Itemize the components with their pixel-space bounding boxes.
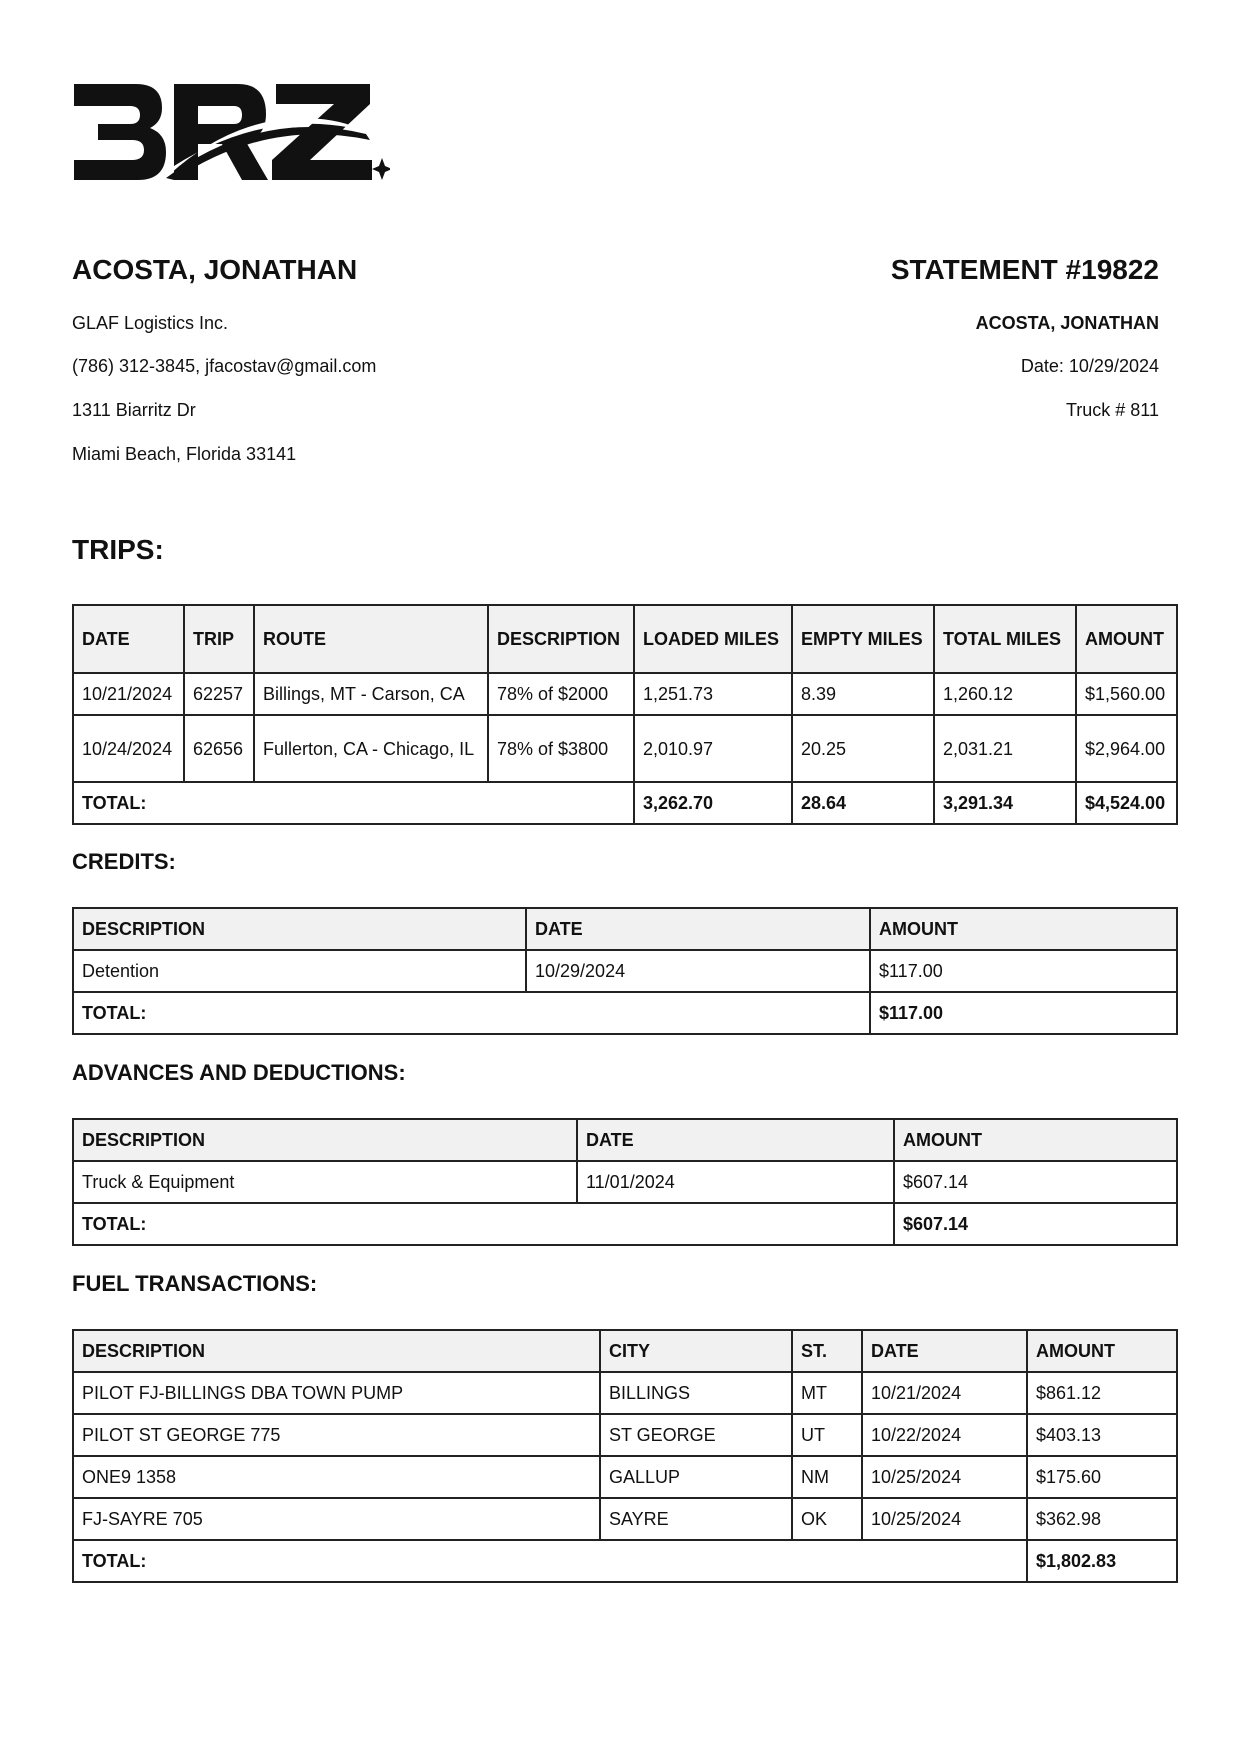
- table-cell: $1,560.00: [1076, 673, 1177, 715]
- table-row: [73, 1498, 1177, 1540]
- table-row: [73, 1414, 1177, 1456]
- table-cell: $175.60: [1027, 1456, 1177, 1498]
- table-cell: 62257: [184, 673, 254, 715]
- table-cell: 1,251.73: [634, 673, 792, 715]
- table-cell: $362.98: [1027, 1498, 1177, 1540]
- statement-title: STATEMENT #19822: [890, 254, 1159, 285]
- table-cell: 10/29/2024: [526, 950, 870, 992]
- statement-truck: Truck # 811: [1065, 400, 1159, 420]
- table-row: [73, 673, 1177, 715]
- table-cell: ST GEORGE: [600, 1414, 792, 1456]
- advances-title: ADVANCES AND DEDUCTIONS:: [72, 1060, 406, 1085]
- credits-title: CREDITS:: [72, 849, 176, 874]
- col-header: DESCRIPTION: [488, 605, 634, 673]
- trips-total-row: [73, 782, 1177, 824]
- table-cell: 10/24/2024: [73, 715, 184, 782]
- table-cell: 1,260.12: [934, 673, 1076, 715]
- col-header: EMPTY MILES: [792, 605, 934, 673]
- driver-contact: (786) 312-3845, jfacostav@gmail.com: [72, 356, 377, 376]
- advances-table: [72, 1118, 1178, 1246]
- col-header: AMOUNT: [1027, 1330, 1177, 1372]
- table-cell: Detention: [73, 950, 526, 992]
- advances-header-row: [73, 1119, 1177, 1161]
- col-header: LOADED MILES: [634, 605, 792, 673]
- credits-total-row: [73, 992, 1177, 1034]
- table-row: [73, 1161, 1177, 1203]
- table-cell: ONE9 1358: [73, 1456, 600, 1498]
- col-header: DESCRIPTION: [73, 1330, 600, 1372]
- total-amount: $1,802.83: [1027, 1540, 1177, 1582]
- table-cell: SAYRE: [600, 1498, 792, 1540]
- col-header: DATE: [862, 1330, 1027, 1372]
- table-row: [73, 715, 1177, 782]
- credits-header-row: [73, 908, 1177, 950]
- col-header: TRIP: [184, 605, 254, 673]
- total-label: TOTAL:: [73, 1203, 894, 1245]
- table-cell: 20.25: [792, 715, 934, 782]
- trips-header-row: [73, 605, 1177, 673]
- col-header: DATE: [73, 605, 184, 673]
- total-amount: $607.14: [894, 1203, 1177, 1245]
- total-label: TOTAL:: [73, 782, 634, 824]
- trips-title: TRIPS:: [72, 534, 164, 565]
- total-loaded-miles: 3,262.70: [634, 782, 792, 824]
- table-row: [73, 1456, 1177, 1498]
- table-cell: NM: [792, 1456, 862, 1498]
- table-cell: $2,964.00: [1076, 715, 1177, 782]
- col-header: DESCRIPTION: [73, 908, 526, 950]
- driver-name: ACOSTA, JONATHAN: [72, 254, 358, 285]
- driver-company: GLAF Logistics Inc.: [72, 313, 229, 333]
- col-header: DATE: [526, 908, 870, 950]
- table-cell: 2,010.97: [634, 715, 792, 782]
- table-cell: 10/25/2024: [862, 1456, 1027, 1498]
- fuel-title: FUEL TRANSACTIONS:: [72, 1271, 318, 1296]
- statement-date: Date: 10/29/2024: [1020, 356, 1159, 376]
- col-header: AMOUNT: [1076, 605, 1177, 673]
- table-cell: 10/22/2024: [862, 1414, 1027, 1456]
- table-cell: Billings, MT - Carson, CA: [254, 673, 488, 715]
- total-label: TOTAL:: [73, 992, 870, 1034]
- advances-total-row: [73, 1203, 1177, 1245]
- table-cell: OK: [792, 1498, 862, 1540]
- trips-table: [72, 604, 1178, 825]
- table-cell: 62656: [184, 715, 254, 782]
- table-cell: $403.13: [1027, 1414, 1177, 1456]
- col-header: AMOUNT: [894, 1119, 1177, 1161]
- table-cell: 10/25/2024: [862, 1498, 1027, 1540]
- credits-table: [72, 907, 1178, 1035]
- table-cell: Fullerton, CA - Chicago, IL: [254, 715, 488, 782]
- table-cell: 8.39: [792, 673, 934, 715]
- table-cell: MT: [792, 1372, 862, 1414]
- col-header: AMOUNT: [870, 908, 1177, 950]
- table-row: [73, 950, 1177, 992]
- total-amount: $4,524.00: [1076, 782, 1177, 824]
- table-cell: 78% of $3800: [488, 715, 634, 782]
- company-logo: [70, 78, 390, 198]
- table-cell: FJ-SAYRE 705: [73, 1498, 600, 1540]
- table-cell: BILLINGS: [600, 1372, 792, 1414]
- total-miles: 3,291.34: [934, 782, 1076, 824]
- table-cell: 2,031.21: [934, 715, 1076, 782]
- total-empty-miles: 28.64: [792, 782, 934, 824]
- driver-street: 1311 Biarritz Dr: [72, 400, 196, 420]
- table-row: [73, 1372, 1177, 1414]
- table-cell: PILOT FJ-BILLINGS DBA TOWN PUMP: [73, 1372, 600, 1414]
- statement-info: [890, 252, 1159, 420]
- table-cell: $607.14: [894, 1161, 1177, 1203]
- fuel-header-row: [73, 1330, 1177, 1372]
- table-cell: 78% of $2000: [488, 673, 634, 715]
- col-header: ROUTE: [254, 605, 488, 673]
- table-cell: $117.00: [870, 950, 1177, 992]
- col-header: DATE: [577, 1119, 894, 1161]
- table-cell: Truck & Equipment: [73, 1161, 577, 1203]
- statement-name: ACOSTA, JONATHAN: [975, 313, 1159, 333]
- table-cell: GALLUP: [600, 1456, 792, 1498]
- col-header: TOTAL MILES: [934, 605, 1076, 673]
- driver-city: Miami Beach, Florida 33141: [72, 444, 297, 464]
- driver-info: [72, 252, 377, 464]
- col-header: DESCRIPTION: [73, 1119, 577, 1161]
- fuel-table: [72, 1329, 1178, 1583]
- table-cell: 10/21/2024: [862, 1372, 1027, 1414]
- total-amount: $117.00: [870, 992, 1177, 1034]
- total-label: TOTAL:: [73, 1540, 1027, 1582]
- col-header: ST.: [792, 1330, 862, 1372]
- table-cell: 11/01/2024: [577, 1161, 894, 1203]
- table-cell: PILOT ST GEORGE 775: [73, 1414, 600, 1456]
- table-cell: UT: [792, 1414, 862, 1456]
- fuel-total-row: [73, 1540, 1177, 1582]
- col-header: CITY: [600, 1330, 792, 1372]
- table-cell: $861.12: [1027, 1372, 1177, 1414]
- table-cell: 10/21/2024: [73, 673, 184, 715]
